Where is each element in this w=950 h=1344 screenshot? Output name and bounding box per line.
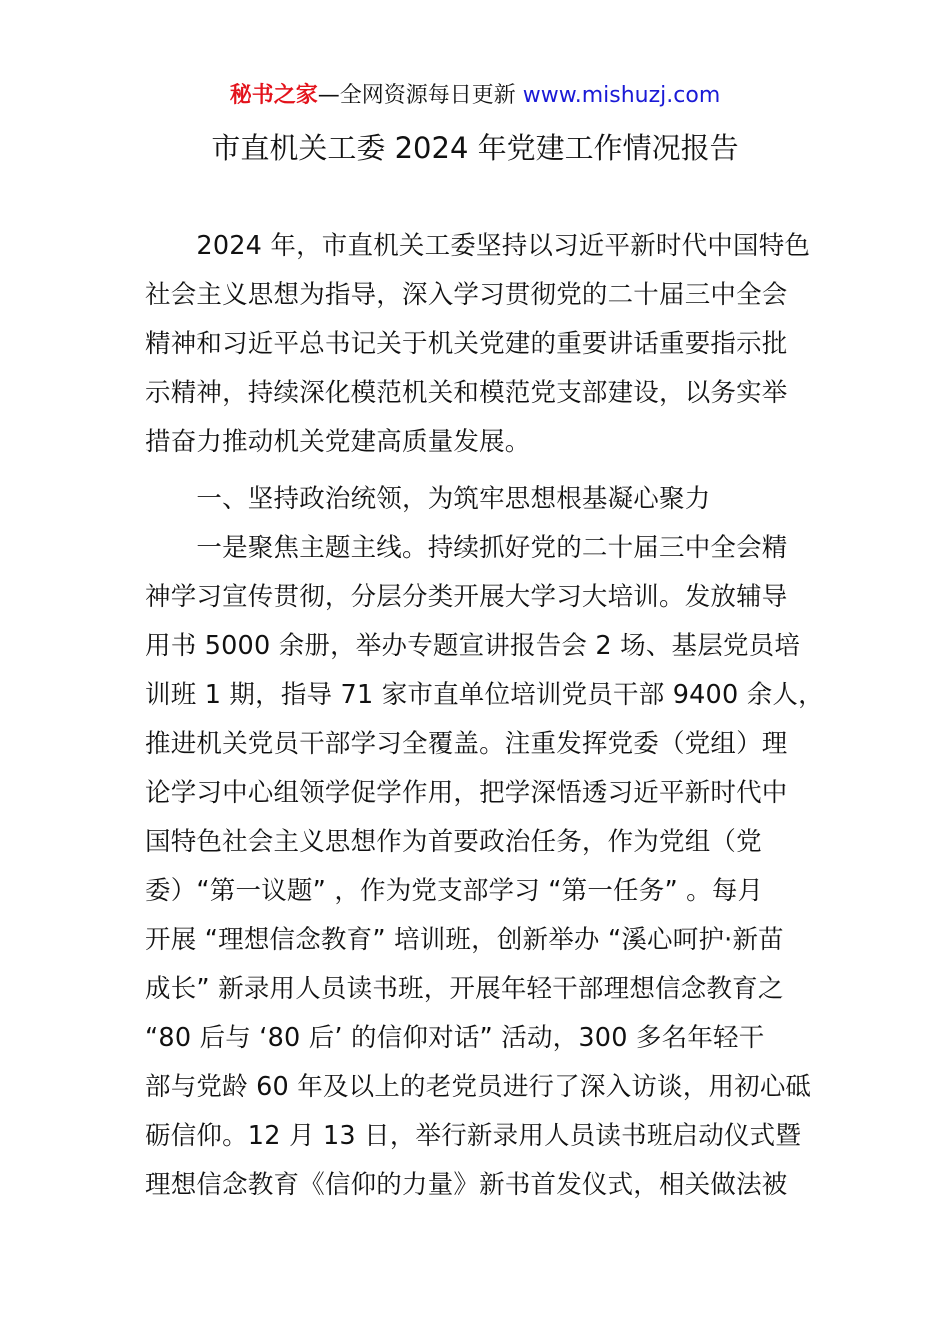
text-line: 措奋力推动机关党建高质量发展。 bbox=[145, 427, 531, 457]
text-line: 成长” 新录用人员读书班，开展年轻干部理想信念教育之 bbox=[145, 974, 784, 1004]
text-line: “80 后与 ‘80 后’ 的信仰对话” 活动，300 多名年轻干 bbox=[145, 1023, 765, 1053]
paragraph-intro bbox=[145, 222, 811, 467]
text-line: 论学习中心组领学促学作用，把学深悟透习近平新时代中 bbox=[145, 778, 788, 808]
text-line: 2024 年，市直机关工委坚持以习近平新时代中国特色 bbox=[145, 231, 811, 261]
text-line: 训班 1 期，指导 71 家市直单位培训党员干部 9400 余人， bbox=[145, 680, 824, 710]
text-line: 理想信念教育《信仰的力量》新书首发仪式，相关做法被 bbox=[145, 1170, 788, 1200]
site-header bbox=[0, 80, 950, 112]
document-title: 市直机关工委 2024 年党建工作情况报告 bbox=[211, 131, 739, 165]
text-line: 国特色社会主义思想作为首要政治任务，作为党组（党 bbox=[145, 827, 762, 857]
paragraph-spacer bbox=[145, 467, 805, 475]
text-line: 推进机关党员干部学习全覆盖。注重发挥党委（党组）理 bbox=[145, 729, 788, 759]
text-line: 用书 5000 余册，举办专题宣讲报告会 2 场、基层党员培 bbox=[145, 631, 801, 661]
site-url-link[interactable]: www.mishuzj.com bbox=[522, 83, 721, 108]
document-body bbox=[145, 222, 824, 1210]
text-line: 精神和习近平总书记关于机关党建的重要讲话重要指示批 bbox=[145, 329, 788, 359]
text-line: 部与党龄 60 年及以上的老党员进行了深入访谈，用初心砥 bbox=[145, 1072, 812, 1102]
brand-name: 秘书之家 bbox=[229, 83, 318, 108]
paragraph-body bbox=[145, 524, 824, 1210]
text-line: 砺信仰。12 月 13 日，举行新录用人员读书班启动仪式暨 bbox=[145, 1121, 802, 1151]
text-line: 委）“第一议题” ，作为党支部学习 “第一任务” 。每月 bbox=[145, 876, 764, 906]
header-tagline: —全网资源每日更新 bbox=[317, 83, 516, 108]
heading-line: 一、坚持政治统领，为筑牢思想根基凝心聚力 bbox=[145, 484, 711, 514]
text-line: 神学习宣传贯彻，分层分类开展大学习大培训。发放辅导 bbox=[145, 582, 788, 612]
text-line: 示精神，持续深化模范机关和模范党支部建设，以务实举 bbox=[145, 378, 788, 408]
text-line: 开展 “理想信念教育” 培训班，创新举办 “溪心呵护·新苗 bbox=[145, 925, 784, 955]
section-heading bbox=[145, 475, 805, 524]
text-line: 一是聚焦主题主线。持续抓好党的二十届三中全会精 bbox=[145, 533, 788, 563]
text-line: 社会主义思想为指导，深入学习贯彻党的二十届三中全会 bbox=[145, 280, 788, 310]
